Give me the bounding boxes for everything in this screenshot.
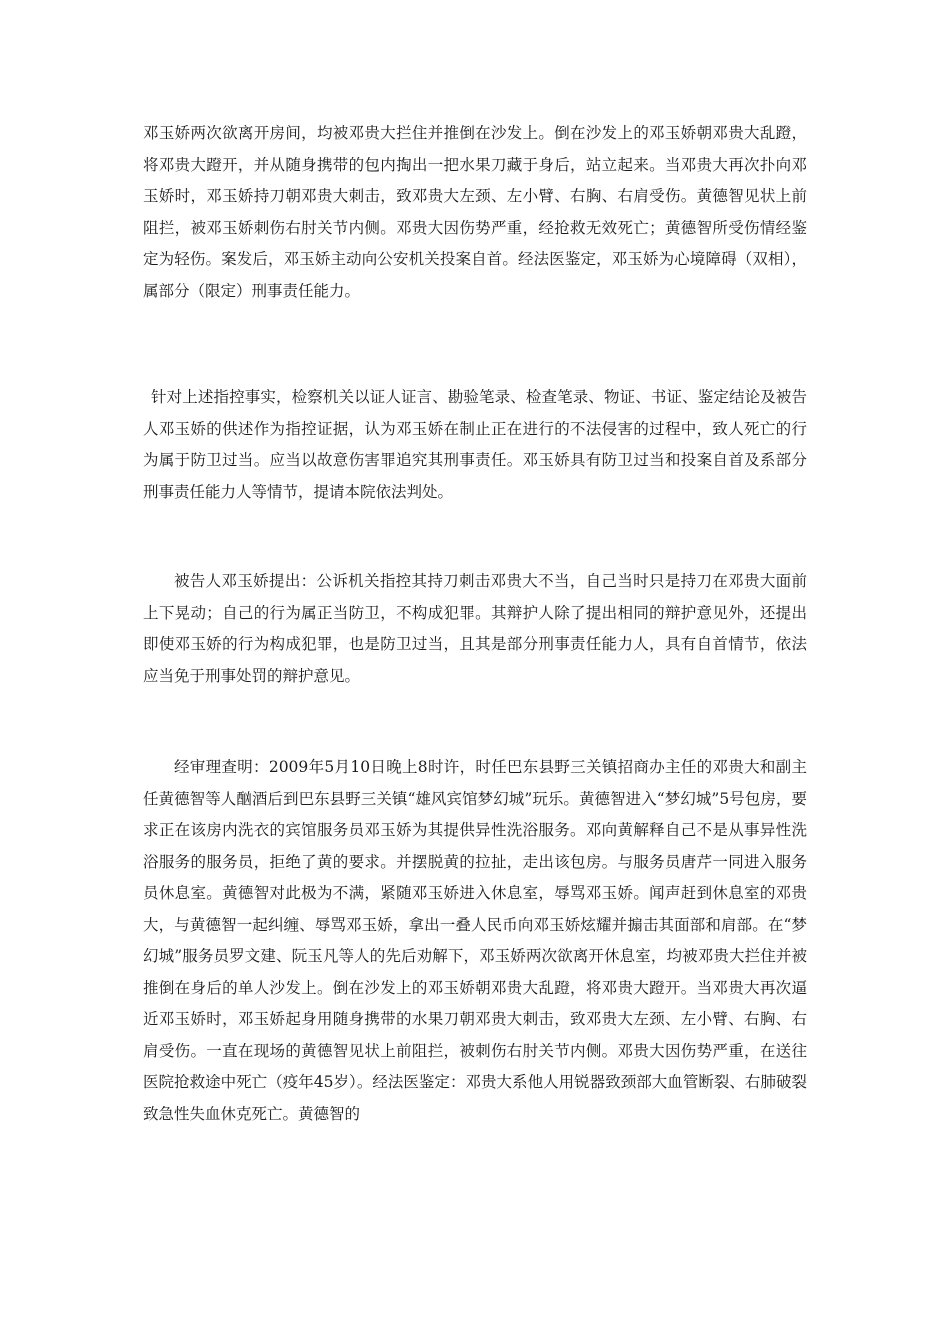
- paragraph-court-findings: 经审理查明：2009年5月10日晚上8时许，时任巴东县野三关镇招商办主任的邓贵大和副主任黄德智等人酗酒后到巴东县野三关镇“雄风宾馆梦幻城”玩乐。黄德智进入“梦幻城”5号包房，要求正在该房内洗衣的宾馆服务员邓玉娇为其提供异性洗浴服务。邓向黄解释自己不是从事异性洗浴服务的服务员，拒绝了黄的要求。并摆脱黄的拉扯，走出该包房。与服务员唐芹一同进入服务员休息室。黄德智对此极为不满，紧随邓玉娇进入休息室，辱骂邓玉娇。闻声赶到休息室的邓贵大，与黄德智一起纠缠、辱骂邓玉娇，拿出一叠人民币向邓玉娇炫耀并搧击其面部和肩部。在“梦幻城”服务员罗文建、阮玉凡等人的先后劝解下，邓玉娇两次欲离开休息室，均被邓贵大拦住并被推倒在身后的单人沙发上。倒在沙发上的邓玉娇朝邓贵大乱蹬，将邓贵大蹬开。当邓贵大再次逼近邓玉娇时，邓玉娇起身用随身携带的水果刀朝邓贵大刺击，致邓贵大左颈、左小臂、右胸、右肩受伤。一直在现场的黄德智见状上前阻拦，被刺伤右肘关节内侧。邓贵大因伤势严重，在送往医院抢救途中死亡（疫年45岁）。经法医鉴定：邓贵大系他人用锐器致颈部大血管断裂、右肺破裂致急性失血休克死亡。黄德智的: [143, 758, 807, 1123]
- paragraph-prosecution-charge: 针对上述指控事实，检察机关以证人证言、勘验笔录、检查笔录、物证、书证、鉴定结论及被告人邓玉娇的供述作为指控证据，认为邓玉娇在制止正在进行的不法侵害的过程中，致人死亡的行为属于防卫过当。应当以故意伤害罪追究其刑事责任。邓玉娇具有防卫过当和投案自首及系部分刑事责任能力人等情节，提请本院依法判处。: [143, 388, 807, 501]
- paragraph-defendant-argument: 被告人邓玉娇提出：公诉机关指控其持刀刺击邓贵大不当，自己当时只是持刀在邓贵大面前上下晃动；自己的行为属正当防卫，不构成犯罪。其辩护人除了提出相同的辩护意见外，还提出即使邓玉娇的行为构成犯罪，也是防卫过当，且其是部分刑事责任能力人，具有自首情节，依法应当免于刑事处罚的辩护意见。: [143, 572, 807, 685]
- paragraph-incident-facts: 邓玉娇两次欲离开房间，均被邓贵大拦住并推倒在沙发上。倒在沙发上的邓玉娇朝邓贵大乱蹬，将邓贵大蹬开，并从随身携带的包内掏出一把水果刀藏于身后，站立起来。当邓贵大再次扑向邓玉娇时，邓玉娇持刀朝邓贵大刺击，致邓贵大左颈、左小臂、右胸、右肩受伤。黄德智见状上前阻拦，被邓玉娇刺伤右肘关节内侧。邓贵大因伤势严重，经抢救无效死亡；黄德智所受伤情经鉴定为轻伤。案发后，邓玉娇主动向公安机关投案自首。经法医鉴定，邓玉娇为心境障碍（双相），属部分（限定）刑事责任能力。: [143, 124, 807, 300]
